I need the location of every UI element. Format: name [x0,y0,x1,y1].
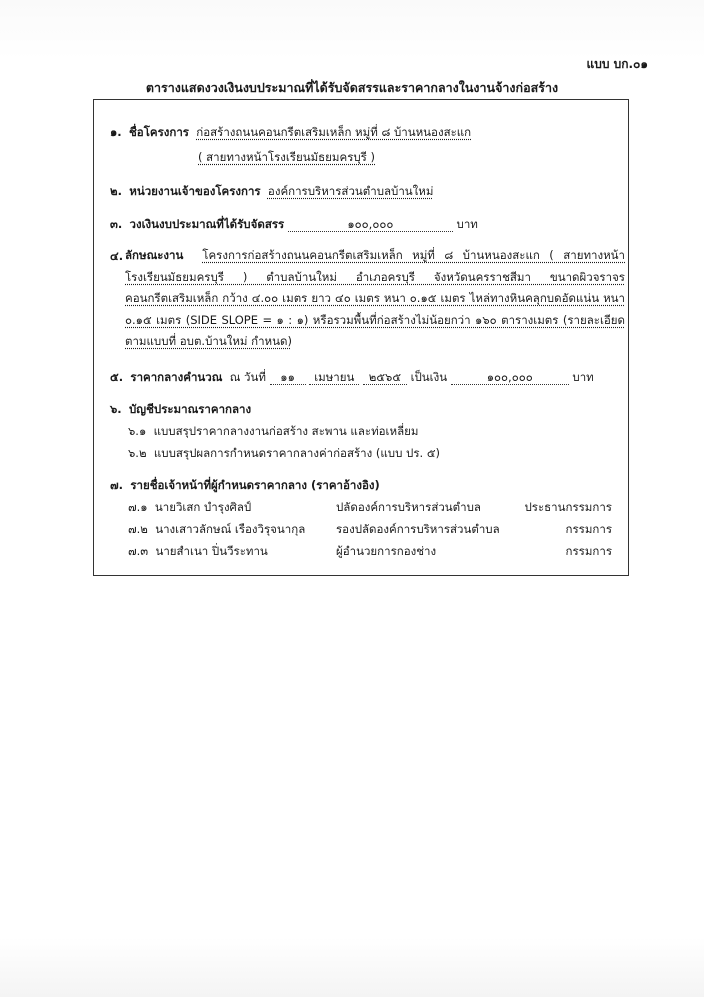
date-day: ๑๑ [270,371,306,385]
item-7-number: ๗. [110,478,124,492]
budget-amount: ๑๐๐,๐๐๐ [288,218,453,232]
item-2-number: ๒. [110,184,122,198]
item-3-label: วงเงินงบประมาณที่ได้รับจัดสรร [129,217,285,231]
item-1-label: ชื่อโครงการ [128,125,189,139]
member-1-number: ๗.๑ [128,500,148,514]
item-2-label: หน่วยงานเจ้าของโครงการ [129,184,261,198]
item-1-number: ๑. [110,125,122,139]
member-2-position: รองปลัดองค์การบริหารส่วนตำบล [336,522,500,536]
project-name-line-1: ก่อสร้างถนนคอนกรีตเสริมเหล็ก หมู่ที่ ๘ บ้านหนองสะแก [196,125,472,139]
item-4-heading [110,249,123,263]
agency-name: องค์การบริหารส่วนตำบลบ้านใหม่ [267,184,434,198]
item-6-1-text: แบบสรุปราคากลางงานก่อสร้าง สะพาน และท่อเหลี่ยม [153,424,419,438]
document-title: ตารางแสดงวงเงินงบประมาณที่ได้รับจัดสรรและราคากลางในงานจ้างก่อสร้าง [145,80,559,95]
item-1 [110,125,471,139]
item-6-2-text: แบบสรุปผลการกำหนดราคากลางค่าก่อสร้าง (แบบ ปร. ๕) [153,446,441,460]
item-6 [110,402,251,416]
member-3-name [128,543,268,561]
median-price-unit: บาท [572,370,594,384]
budget-unit: บาท [456,217,478,231]
item-2 [110,184,433,198]
member-1-name-text: นายวิเสก บำรุงศิลป์ [154,500,252,514]
project-name-line-2 [198,150,375,164]
item-7 [110,478,380,492]
item-4-paragraph [125,245,625,353]
member-2-name [128,521,305,539]
member-3-position: ผู้อำนวยการกองช่าง [336,544,437,558]
project-name-line-2-text: ( สายทางหน้าโรงเรียนมัธยมครบุรี ) [198,150,375,164]
member-3-role: กรรมการ [565,544,612,558]
item-4-label: ลักษณะงาน [125,248,184,262]
form-code: แบบ บก.๐๑ [586,57,648,71]
item-5 [110,370,594,385]
item-6-1-number: ๖.๑ [128,424,147,438]
item-5-number: ๕. [110,370,124,384]
item-3 [110,217,478,232]
item-7-label: รายชื่อเจ้าหน้าที่ผู้กำหนดราคากลาง (ราคาอ้างอิง) [130,478,380,492]
member-3-name-text: นายสำเนา ปิ่นวีระทาน [155,544,268,558]
member-1-role: ประธานกรรมการ [524,500,612,514]
median-price-amount: ๑๐๐,๐๐๐ [451,371,569,385]
item-4-number: ๔. [110,249,124,263]
item-6-2 [128,446,440,460]
member-2-role: กรรมการ [565,522,612,536]
item-6-2-number: ๖.๒ [128,446,147,460]
amount-prefix: เป็นเงิน [410,370,448,384]
member-1-name [128,499,251,517]
date-month: เมษายน [309,371,359,385]
item-3-number: ๓. [110,217,123,231]
item-6-1 [128,424,418,438]
work-description: โครงการก่อสร้างถนนคอนกรีตเสริมเหล็ก หมู่ที่ ๘ บ้านหนองสะแก ( สายทางหน้าโรงเรียนมัธยมครบุรี ) ตำบลบ้านใหม่ อำเภอครบุรี จังหวัดนครราชสีมา ขนาดผิวจราจรคอนกรีตเสริมเหล็ก กว้าง ๔.๐๐ เมตร ยาว ๔๐ เมตร หนา ๐.๑๕ เมตร ไหล่ทางหินคลุกบดอัดแน่น หนา ๐.๑๕ เมตร (SIDE SLOPE = ๑ : ๑) หรือรวมพื้นที่ก่อสร้างไม่น้อยกว่า ๑๖๐ ตารางเมตร (รายละเอียดตามแบบที่ อบต.บ้านใหม่ กำหนด) [125,248,625,348]
member-1-position: ปลัดองค์การบริหารส่วนตำบล [336,500,481,514]
item-6-label: บัญชีประมาณราคากลาง [128,402,252,416]
item-5-label: ราคากลางคำนวณ [130,370,223,384]
date-prefix: ณ วันที่ [229,370,266,384]
member-2-number: ๗.๒ [128,522,148,536]
member-2-name-text: นางเสาวลักษณ์ เรืองวิรุจนากุล [155,522,306,536]
item-6-number: ๖. [110,402,122,416]
date-year: ๒๕๖๕ [363,371,407,385]
member-3-number: ๗.๓ [128,544,149,558]
